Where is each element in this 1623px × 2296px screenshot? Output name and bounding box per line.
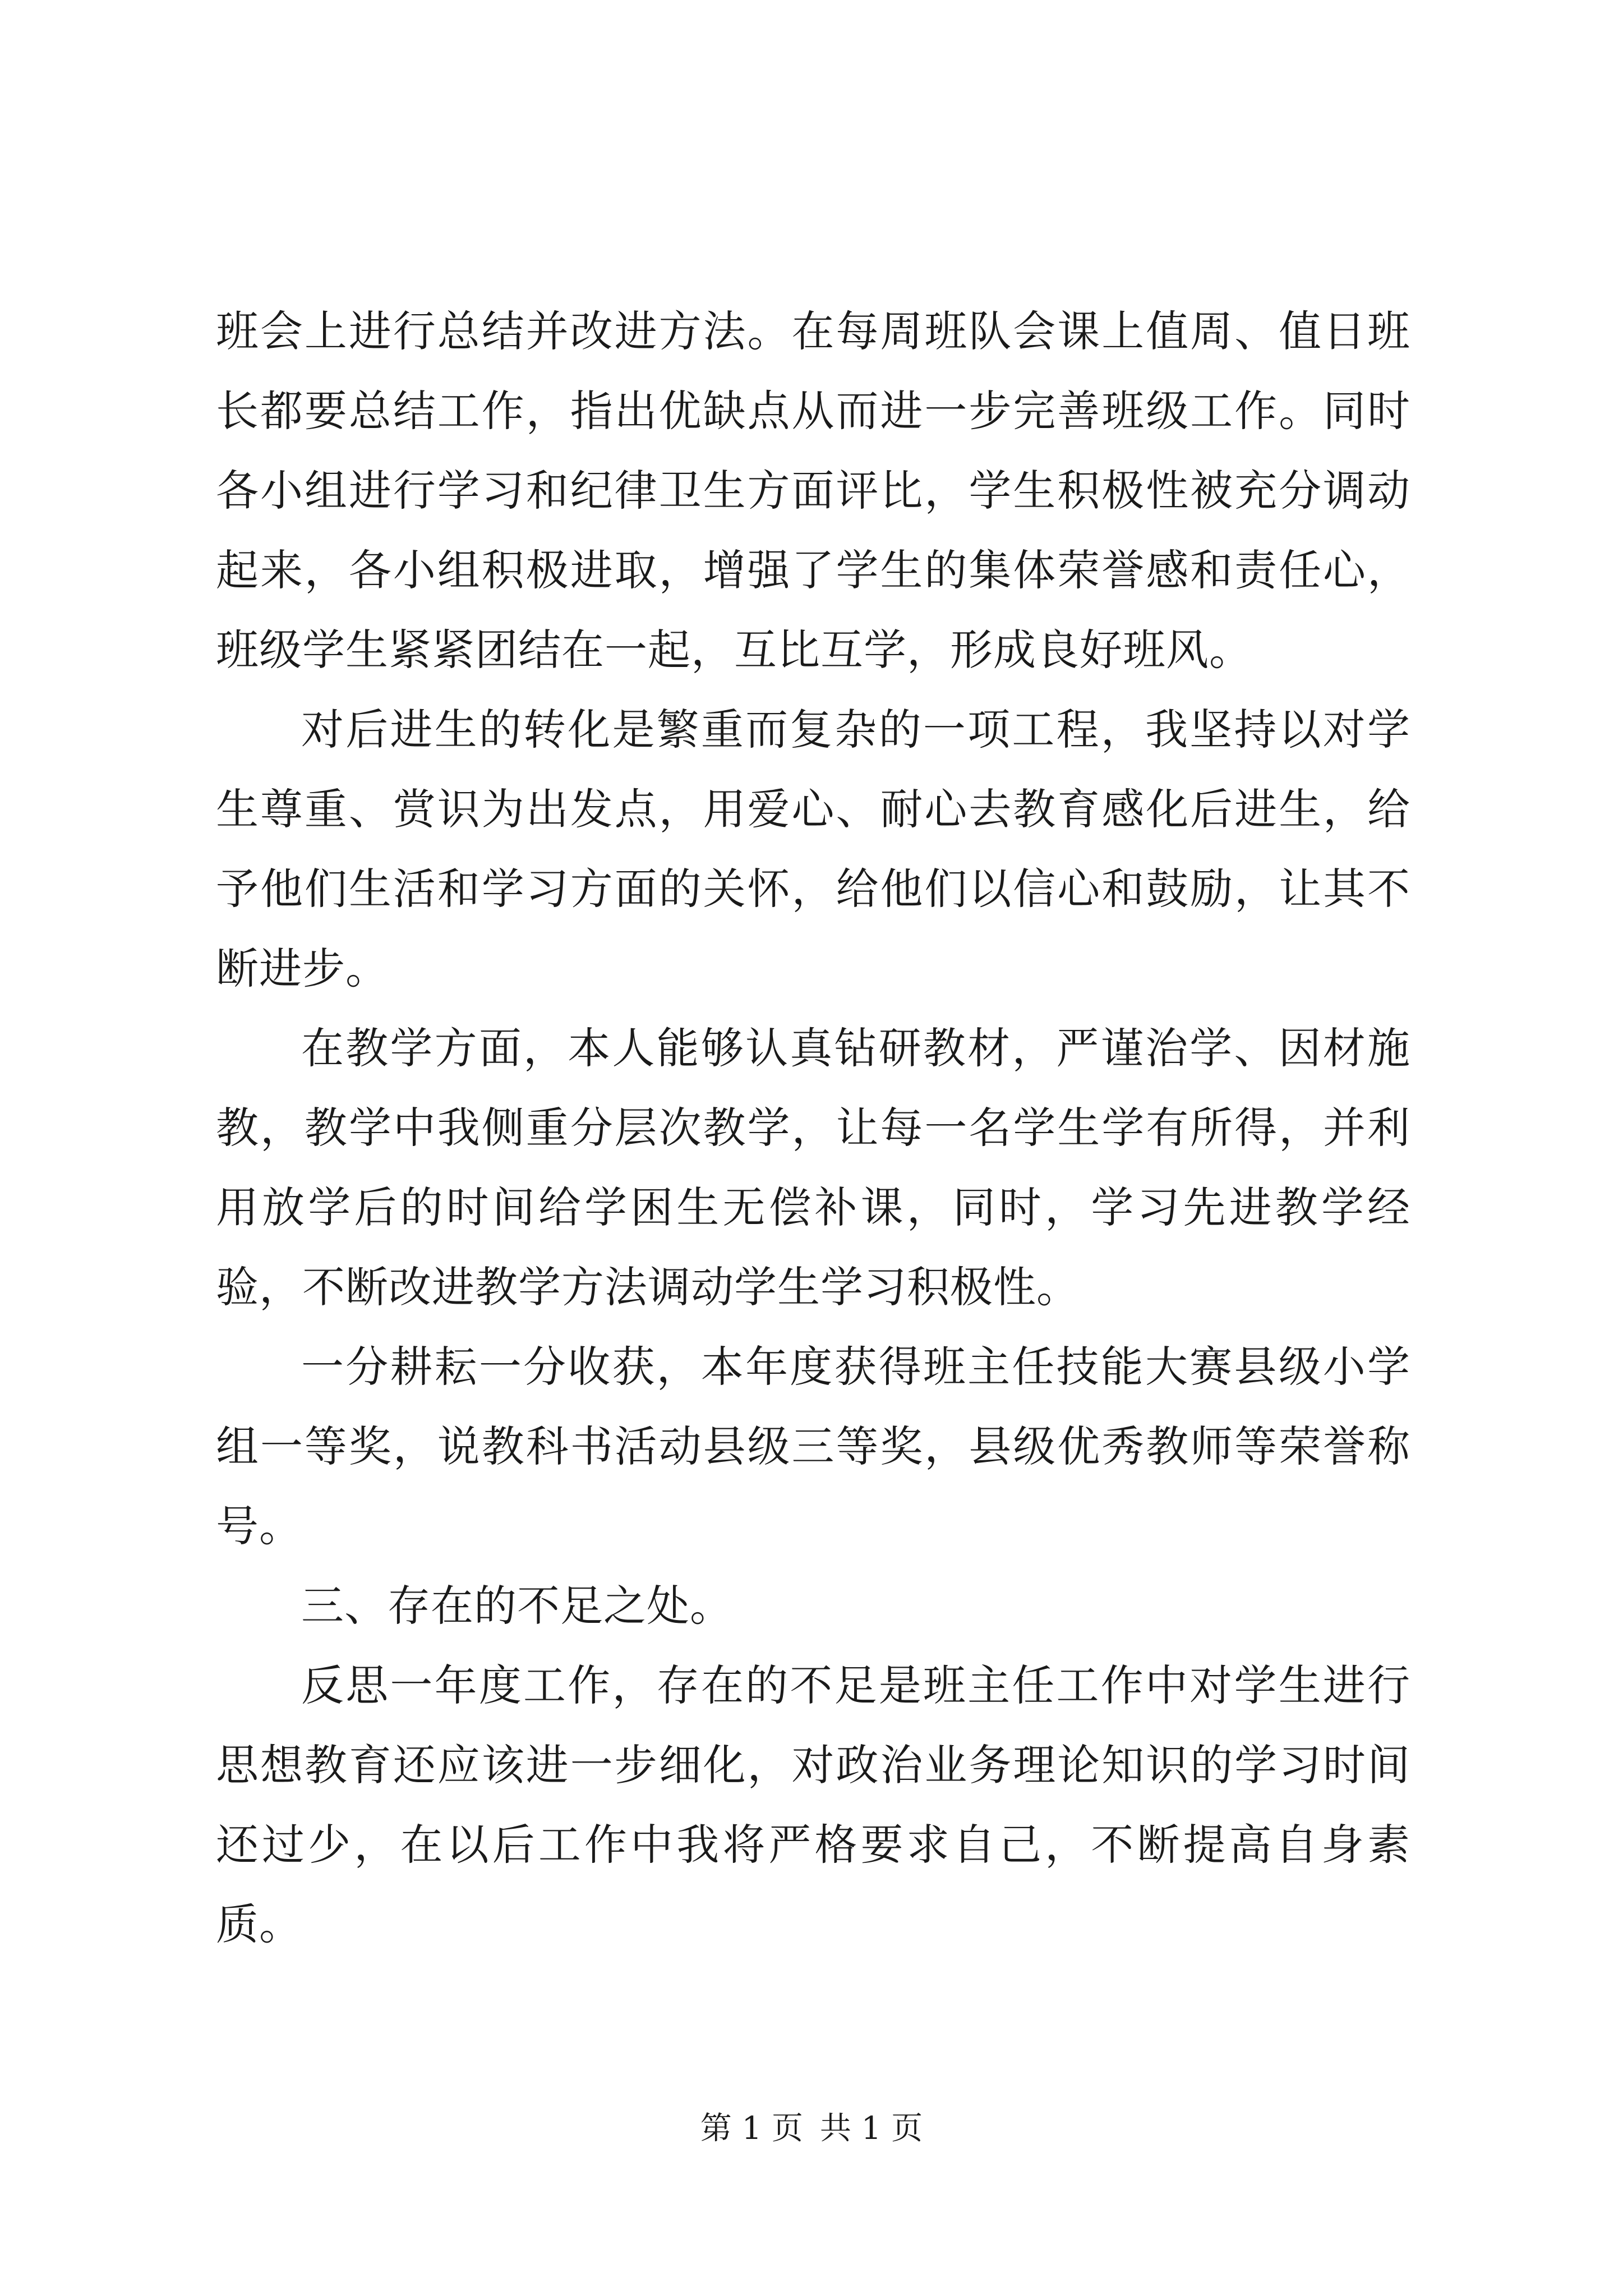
page-total: 共 1 页 [820,2110,923,2147]
section-heading-shortcomings: 三、存在的不足之处。 [301,1581,733,1631]
paragraph-reflection: 反思一年度工作，存在的不足是班主任工作中对学生进行思想教育还应该进一步细化，对政治业务理论知识的学习时间还过少，在以后工作中我将严格要求自己，不断提高自身素质。 [216,1660,1410,1949]
paragraph-class-meeting: 班会上进行总结并改进方法。在每周班队会课上值周、值日班长都要总结工作，指出优缺点从而进一步完善班级工作。同时各小组进行学习和纪律卫生方面评比，学生积极性被充分调动起来，各小组积极进取，增强了学生的集体荣誉感和责任心，班级学生紧紧团结在一起，互比互学，形成良好班风。 [216,306,1410,675]
paragraph-awards: 一分耕耘一分收获，本年度获得班主任技能大赛县级小学组一等奖，说教科书活动县级三等奖，县级优秀教师等荣誉称号。 [216,1342,1410,1551]
page-footer [0,2109,1623,2148]
paragraph-underachievers: 对后进生的转化是繁重而复杂的一项工程，我坚持以对学生尊重、赏识为出发点，用爱心、耐心去教育感化后进生，给予他们生活和学习方面的关怀，给他们以信心和鼓励，让其不断进步。 [216,705,1410,993]
paragraph-teaching: 在教学方面，本人能够认真钻研教材，严谨治学、因材施教，教学中我侧重分层次教学，让每一名学生学有所得，并利用放学后的时间给学困生无偿补课，同时，学习先进教学经验，不断改进教学方法调动学生学习积极性。 [216,1023,1410,1312]
page-number: 第 1 页 [700,2110,803,2147]
document-body [216,292,1410,1964]
